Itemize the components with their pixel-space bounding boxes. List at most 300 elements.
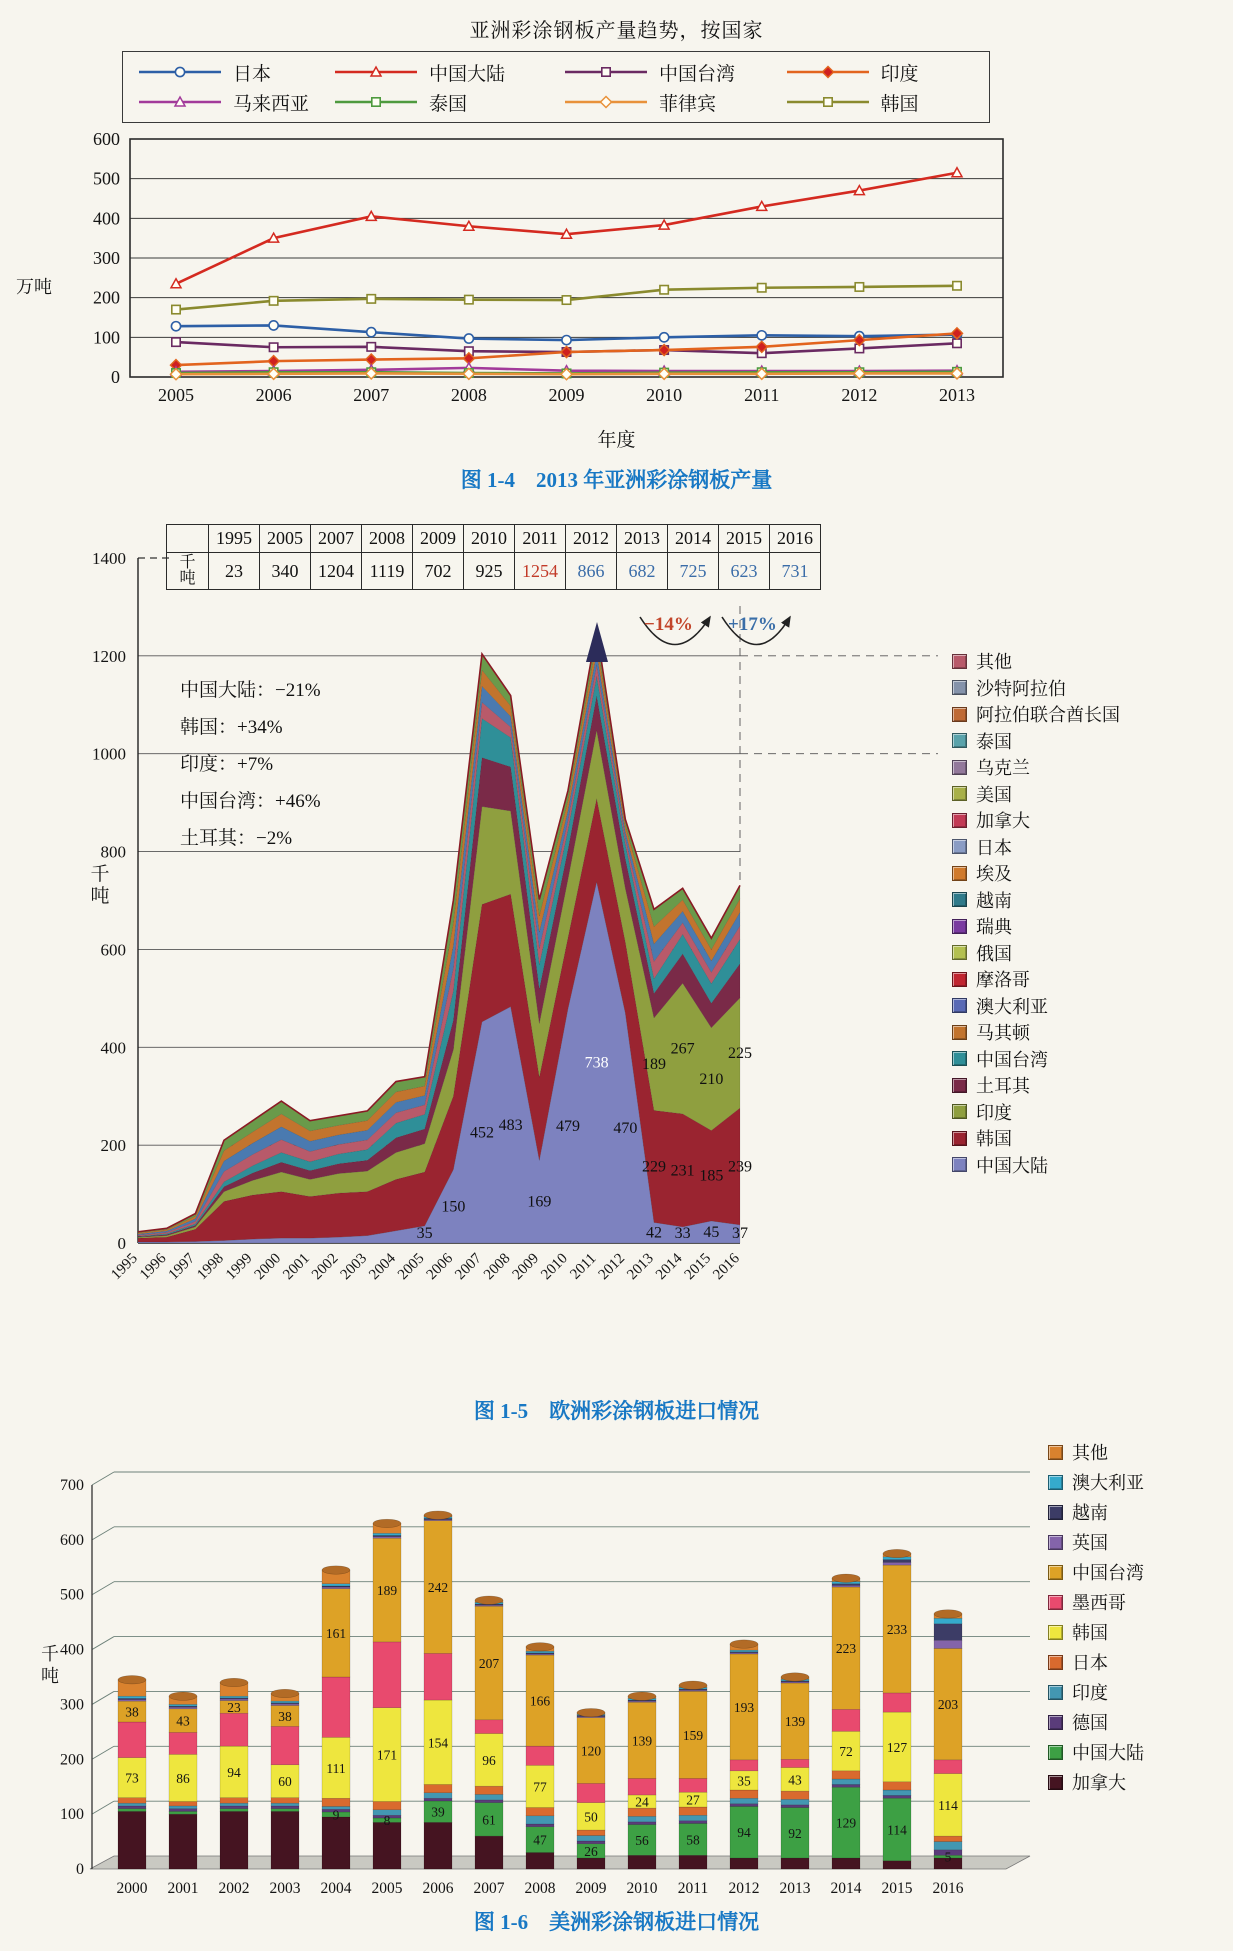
svg-text:100: 100 — [60, 1806, 84, 1824]
svg-text:2009: 2009 — [575, 1880, 607, 1897]
svg-text:114: 114 — [887, 1822, 907, 1838]
svg-text:39: 39 — [431, 1804, 445, 1820]
svg-text:2010: 2010 — [538, 1250, 571, 1284]
svg-text:42: 42 — [646, 1224, 662, 1242]
legend-item — [1048, 1767, 1144, 1797]
legend-item — [952, 781, 1120, 808]
svg-text:千: 千 — [41, 1644, 59, 1664]
note-line: 印度：+7% — [180, 754, 274, 775]
legend-swatch — [952, 1157, 967, 1172]
svg-text:738: 738 — [584, 1054, 609, 1072]
svg-text:470: 470 — [613, 1120, 638, 1138]
svg-text:1999: 1999 — [222, 1250, 256, 1284]
legend-swatch — [952, 839, 967, 854]
svg-text:2009: 2009 — [509, 1250, 543, 1284]
legend-item-india — [785, 57, 989, 87]
svg-text:2003: 2003 — [337, 1250, 371, 1284]
legend-line-sample — [333, 93, 419, 111]
table-value-cell: 866 — [566, 553, 617, 590]
svg-text:2007: 2007 — [452, 1250, 485, 1284]
svg-text:189: 189 — [376, 1583, 398, 1599]
svg-text:189: 189 — [642, 1056, 666, 1074]
svg-text:24: 24 — [635, 1794, 649, 1810]
legend-item — [952, 913, 1120, 940]
svg-text:2006: 2006 — [422, 1880, 454, 1897]
legend-label: 韩国 — [880, 93, 919, 115]
svg-text:94: 94 — [227, 1764, 241, 1780]
y-axis-label: 万吨 — [16, 277, 52, 297]
series-china-mainland — [171, 168, 962, 288]
percent-change-notes — [180, 672, 321, 857]
legend-line-sample — [785, 93, 871, 111]
svg-text:500: 500 — [93, 168, 120, 189]
svg-text:2015: 2015 — [681, 1250, 715, 1284]
svg-text:2001: 2001 — [167, 1880, 199, 1897]
svg-text:400: 400 — [93, 208, 120, 229]
svg-text:8: 8 — [383, 1813, 391, 1829]
svg-text:452: 452 — [470, 1124, 494, 1142]
svg-text:26: 26 — [584, 1843, 598, 1859]
svg-text:2008: 2008 — [480, 1250, 514, 1284]
legend-swatch — [952, 1025, 967, 1040]
svg-text:2009: 2009 — [548, 385, 585, 405]
svg-text:60: 60 — [278, 1774, 292, 1790]
svg-text:2004: 2004 — [366, 1250, 399, 1284]
svg-text:0: 0 — [111, 367, 120, 387]
legend-item — [952, 675, 1120, 702]
legend-swatch — [952, 680, 967, 695]
decrease-annotation: −14% — [644, 614, 693, 635]
legend-swatch — [952, 786, 967, 801]
legend-item-korea — [785, 87, 989, 117]
legend-label: 越南 — [976, 890, 1012, 911]
asia-line-chart-svg — [58, 125, 1068, 425]
table-value-cell: 1204 — [311, 553, 362, 590]
legend-item — [952, 807, 1120, 834]
svg-text:239: 239 — [728, 1158, 752, 1176]
legend-label: 英国 — [1072, 1533, 1108, 1553]
svg-text:114: 114 — [938, 1797, 958, 1813]
svg-text:159: 159 — [682, 1727, 704, 1743]
svg-text:171: 171 — [376, 1747, 398, 1763]
svg-text:2010: 2010 — [626, 1880, 658, 1897]
legend-swatch — [952, 892, 967, 907]
svg-text:1995: 1995 — [108, 1250, 141, 1284]
bar-2006 — [424, 1511, 452, 1869]
note-line: 韩国：+34% — [180, 717, 283, 738]
svg-text:2005: 2005 — [158, 385, 194, 405]
svg-text:94: 94 — [737, 1825, 751, 1841]
svg-text:1000: 1000 — [92, 744, 126, 764]
svg-text:吨: 吨 — [41, 1666, 59, 1686]
bar-2013 — [781, 1673, 809, 1869]
bar-2001 — [169, 1692, 197, 1869]
svg-text:23: 23 — [227, 1699, 241, 1715]
legend-swatch — [952, 733, 967, 748]
figure-caption: 图 1-6 美洲彩涂钢板进口情况 — [473, 1910, 760, 1934]
legend-item — [1048, 1647, 1144, 1677]
svg-text:47: 47 — [533, 1832, 547, 1848]
svg-text:193: 193 — [733, 1699, 755, 1715]
legend-line-sample — [563, 63, 649, 81]
svg-text:400: 400 — [60, 1641, 84, 1659]
svg-text:5: 5 — [944, 1849, 952, 1865]
europe-chart-legend — [952, 648, 1120, 1178]
bar-2016 — [934, 1610, 962, 1869]
legend-item — [952, 1072, 1120, 1099]
svg-text:2001: 2001 — [280, 1250, 313, 1284]
svg-text:86: 86 — [176, 1770, 190, 1786]
legend-swatch — [1048, 1745, 1063, 1760]
legend-swatch — [952, 866, 967, 881]
svg-text:2008: 2008 — [524, 1880, 556, 1897]
legend-label: 澳大利亚 — [1072, 1473, 1144, 1493]
svg-text:9: 9 — [332, 1807, 340, 1823]
bar-2011 — [679, 1681, 707, 1869]
table-value-cell: 340 — [260, 553, 311, 590]
svg-text:483: 483 — [498, 1116, 523, 1134]
legend-label: 中国台湾 — [976, 1049, 1048, 1070]
svg-text:2006: 2006 — [423, 1250, 457, 1284]
legend-swatch — [952, 919, 967, 934]
legend-label: 土耳其 — [976, 1076, 1030, 1097]
svg-text:161: 161 — [325, 1625, 347, 1641]
table-year-cell: 2011 — [515, 525, 566, 553]
svg-text:27: 27 — [686, 1792, 700, 1808]
bar-2012 — [730, 1640, 758, 1869]
legend-swatch — [1048, 1535, 1063, 1550]
legend-item — [952, 993, 1120, 1020]
legend-line-sample — [137, 93, 223, 111]
legend-label: 乌克兰 — [976, 758, 1030, 779]
svg-text:43: 43 — [176, 1713, 190, 1729]
svg-text:2012: 2012 — [728, 1880, 760, 1897]
svg-text:吨: 吨 — [90, 886, 110, 907]
svg-text:600: 600 — [100, 940, 126, 960]
bar-2000 — [118, 1676, 146, 1869]
svg-text:223: 223 — [835, 1641, 857, 1657]
svg-text:1998: 1998 — [194, 1250, 227, 1284]
svg-text:2014: 2014 — [652, 1250, 686, 1284]
legend-item — [952, 754, 1120, 781]
legend-item — [952, 701, 1120, 728]
legend-swatch — [1048, 1475, 1063, 1490]
asia-production-section — [0, 0, 1233, 494]
svg-text:127: 127 — [886, 1739, 908, 1755]
bar-2010 — [628, 1692, 656, 1869]
svg-text:2016: 2016 — [932, 1880, 964, 1897]
legend-swatch — [1048, 1625, 1063, 1640]
table-value-cell: 731 — [770, 553, 821, 590]
europe-import-table — [166, 524, 821, 590]
legend-item-malaysia — [137, 87, 333, 117]
legend-label: 越南 — [1072, 1503, 1108, 1523]
legend-item — [952, 1046, 1120, 1073]
svg-text:72: 72 — [839, 1744, 853, 1760]
table-year-cell: 2009 — [413, 525, 464, 553]
table-row-label: 千 吨 — [167, 553, 209, 590]
legend-label: 韩国 — [1072, 1623, 1108, 1643]
svg-text:50: 50 — [584, 1809, 598, 1825]
svg-text:2007: 2007 — [353, 385, 390, 405]
legend-label: 其他 — [1072, 1443, 1108, 1463]
svg-text:267: 267 — [670, 1040, 695, 1058]
svg-text:2014: 2014 — [830, 1880, 862, 1897]
legend-swatch — [1048, 1565, 1063, 1580]
legend-item — [1048, 1587, 1144, 1617]
svg-text:200: 200 — [93, 287, 120, 308]
legend-item — [1048, 1467, 1144, 1497]
svg-text:185: 185 — [699, 1167, 724, 1185]
svg-text:500: 500 — [60, 1586, 84, 1604]
legend-label: 日本 — [976, 837, 1012, 858]
legend-item — [952, 966, 1120, 993]
legend-swatch — [1048, 1655, 1063, 1670]
svg-text:166: 166 — [529, 1693, 551, 1709]
legend-swatch — [952, 1104, 967, 1119]
table-year-cell: 2015 — [719, 525, 770, 553]
table-year-cell: 2010 — [464, 525, 515, 553]
legend-swatch — [952, 998, 967, 1013]
svg-text:37: 37 — [732, 1225, 748, 1242]
legend-label: 菲律宾 — [658, 93, 716, 115]
legend-swatch — [952, 654, 967, 669]
svg-text:479: 479 — [556, 1117, 580, 1135]
bar-2002 — [220, 1678, 248, 1869]
legend-item — [952, 1152, 1120, 1179]
svg-text:2012: 2012 — [841, 385, 878, 405]
svg-text:35: 35 — [416, 1225, 433, 1242]
svg-text:2010: 2010 — [646, 385, 683, 405]
svg-text:38: 38 — [125, 1704, 139, 1720]
legend-swatch — [952, 945, 967, 960]
bar-2008 — [526, 1643, 554, 1869]
peak-pointer — [586, 622, 608, 662]
svg-text:0: 0 — [117, 1234, 126, 1253]
svg-text:200: 200 — [100, 1136, 126, 1156]
legend-item — [1048, 1677, 1144, 1707]
svg-text:2004: 2004 — [320, 1880, 352, 1897]
legend-item — [952, 648, 1120, 675]
legend-item-china-mainland — [333, 57, 563, 87]
legend-swatch — [952, 1051, 967, 1066]
legend-label: 加拿大 — [976, 811, 1030, 832]
svg-text:1200: 1200 — [92, 646, 126, 666]
svg-text:2012: 2012 — [595, 1250, 629, 1284]
table-value-cell: 1254 — [515, 553, 566, 590]
svg-text:0: 0 — [76, 1861, 84, 1878]
bar-2007 — [475, 1596, 503, 1869]
svg-text:2003: 2003 — [269, 1880, 301, 1897]
legend-label: 中国大陆 — [428, 63, 505, 85]
figure-caption: 图 1-4 2013 年亚洲彩涂钢板产量 — [460, 468, 773, 492]
table-value-cell: 1119 — [362, 553, 413, 590]
svg-text:2011: 2011 — [567, 1250, 600, 1283]
chart-title: 亚洲彩涂钢板产量趋势，按国家 — [469, 20, 764, 42]
svg-text:129: 129 — [835, 1815, 857, 1831]
legend-item — [952, 887, 1120, 914]
legend-label: 加拿大 — [1072, 1773, 1126, 1793]
asia-chart-legend — [122, 51, 990, 123]
legend-swatch — [952, 813, 967, 828]
legend-line-sample — [137, 63, 223, 81]
legend-label: 中国大陆 — [1072, 1743, 1144, 1763]
table-year-cell: 2014 — [668, 525, 719, 553]
table-year-cell: 2016 — [770, 525, 821, 553]
legend-label: 泰国 — [976, 731, 1012, 752]
svg-text:2013: 2013 — [939, 385, 975, 405]
svg-text:2006: 2006 — [255, 385, 292, 405]
legend-item-philippines — [563, 87, 785, 117]
line-series — [171, 168, 963, 380]
legend-label: 中国台湾 — [1072, 1563, 1144, 1583]
svg-text:2000: 2000 — [116, 1880, 148, 1897]
legend-label: 澳大利亚 — [976, 996, 1048, 1017]
legend-item — [952, 834, 1120, 861]
legend-swatch — [952, 1131, 967, 1146]
legend-label: 摩洛哥 — [976, 970, 1030, 991]
legend-swatch — [1048, 1685, 1063, 1700]
figure-caption: 图 1-5 欧洲彩涂钢板进口情况 — [473, 1399, 760, 1423]
note-line: 中国大陆：−21% — [180, 680, 321, 701]
svg-text:61: 61 — [482, 1812, 496, 1828]
svg-text:700: 700 — [60, 1477, 84, 1494]
table-year-cell: 2013 — [617, 525, 668, 553]
svg-text:225: 225 — [728, 1044, 752, 1062]
svg-text:2000: 2000 — [251, 1250, 285, 1284]
legend-label: 瑞典 — [976, 917, 1012, 938]
table-value-cell: 725 — [668, 553, 719, 590]
svg-text:1996: 1996 — [136, 1250, 170, 1284]
note-line: 土耳其：−2% — [180, 828, 293, 849]
svg-text:242: 242 — [427, 1580, 449, 1596]
svg-text:600: 600 — [60, 1531, 84, 1549]
svg-text:800: 800 — [100, 842, 126, 862]
table-year-cell: 2007 — [311, 525, 362, 553]
legend-swatch — [952, 972, 967, 987]
svg-text:2013: 2013 — [779, 1880, 811, 1897]
legend-swatch — [1048, 1595, 1063, 1610]
stacked-bars — [118, 1511, 962, 1869]
table-year-cell: 2008 — [362, 525, 413, 553]
legend-swatch — [952, 1078, 967, 1093]
table-value-cell: 623 — [719, 553, 770, 590]
svg-text:154: 154 — [427, 1735, 449, 1751]
legend-item — [952, 1019, 1120, 1046]
legend-item — [1048, 1737, 1144, 1767]
table-value-cell: 682 — [617, 553, 668, 590]
legend-label: 沙特阿拉伯 — [976, 678, 1066, 699]
legend-line-sample — [333, 63, 419, 81]
svg-text:2015: 2015 — [881, 1880, 913, 1897]
svg-text:2016: 2016 — [710, 1250, 743, 1284]
legend-item — [1048, 1557, 1144, 1587]
svg-text:73: 73 — [125, 1770, 139, 1786]
legend-label: 墨西哥 — [1072, 1593, 1126, 1613]
svg-text:45: 45 — [703, 1223, 720, 1241]
svg-text:111: 111 — [326, 1760, 346, 1776]
svg-text:231: 231 — [670, 1162, 695, 1180]
svg-text:300: 300 — [93, 248, 120, 268]
svg-text:300: 300 — [60, 1696, 84, 1714]
svg-text:150: 150 — [441, 1198, 466, 1216]
svg-text:2011: 2011 — [744, 385, 780, 405]
svg-text:169: 169 — [527, 1193, 552, 1211]
legend-swatch — [1048, 1505, 1063, 1520]
legend-swatch — [952, 760, 967, 775]
legend-label: 中国台湾 — [658, 63, 735, 85]
table-year-cell: 2005 — [260, 525, 311, 553]
bar-2004 — [322, 1566, 350, 1869]
svg-text:92: 92 — [788, 1825, 802, 1841]
svg-text:600: 600 — [93, 129, 120, 149]
bar-2015 — [883, 1549, 911, 1869]
svg-text:139: 139 — [784, 1714, 806, 1730]
legend-item — [952, 728, 1120, 755]
svg-text:210: 210 — [699, 1071, 724, 1089]
legend-label: 日本 — [1072, 1653, 1108, 1673]
legend-item — [952, 1099, 1120, 1126]
legend-label: 德国 — [1072, 1713, 1108, 1733]
bar-2003 — [271, 1689, 299, 1869]
svg-text:2013: 2013 — [624, 1250, 657, 1284]
legend-label: 美国 — [976, 784, 1012, 805]
svg-text:400: 400 — [100, 1038, 126, 1058]
legend-item — [1048, 1707, 1144, 1737]
note-line: 中国台湾：+46% — [180, 791, 321, 812]
legend-item — [1048, 1527, 1144, 1557]
legend-item — [1048, 1437, 1144, 1467]
legend-item — [1048, 1497, 1144, 1527]
svg-text:2011: 2011 — [677, 1880, 709, 1897]
europe-imports-section — [0, 522, 1233, 1427]
america-bar-chart-svg — [26, 1445, 1066, 1915]
legend-label: 马其顿 — [976, 1023, 1030, 1044]
legend-label: 阿拉伯联合酋长国 — [976, 705, 1120, 726]
america-imports-section — [0, 1431, 1233, 1936]
legend-label: 其他 — [976, 652, 1012, 673]
svg-text:139: 139 — [631, 1733, 653, 1749]
svg-text:2007: 2007 — [473, 1880, 505, 1897]
table-value-cell: 925 — [464, 553, 515, 590]
legend-item — [952, 940, 1120, 967]
svg-text:229: 229 — [642, 1158, 666, 1176]
table-value-cell: 23 — [209, 553, 260, 590]
svg-text:2008: 2008 — [450, 385, 487, 405]
legend-label: 俄国 — [976, 943, 1012, 964]
svg-text:千: 千 — [90, 864, 110, 885]
bar-2014 — [832, 1574, 860, 1869]
table-year-cell: 1995 — [209, 525, 260, 553]
legend-label: 印度 — [976, 1102, 1012, 1123]
svg-text:35: 35 — [737, 1773, 751, 1789]
svg-text:120: 120 — [580, 1743, 602, 1759]
x-axis-label: 年度 — [597, 430, 636, 451]
legend-item-japan — [137, 57, 333, 87]
svg-text:77: 77 — [533, 1779, 547, 1795]
legend-item-taiwan — [563, 57, 785, 87]
legend-label: 马来西亚 — [233, 93, 310, 115]
legend-label: 中国大陆 — [976, 1155, 1048, 1176]
table-corner — [167, 525, 209, 553]
svg-text:200: 200 — [60, 1751, 84, 1769]
legend-swatch — [1048, 1775, 1063, 1790]
legend-label: 韩国 — [976, 1129, 1012, 1150]
svg-text:2002: 2002 — [308, 1250, 342, 1284]
america-chart-legend — [1048, 1437, 1144, 1797]
svg-text:203: 203 — [937, 1697, 959, 1713]
table-year-cell: 2012 — [566, 525, 617, 553]
